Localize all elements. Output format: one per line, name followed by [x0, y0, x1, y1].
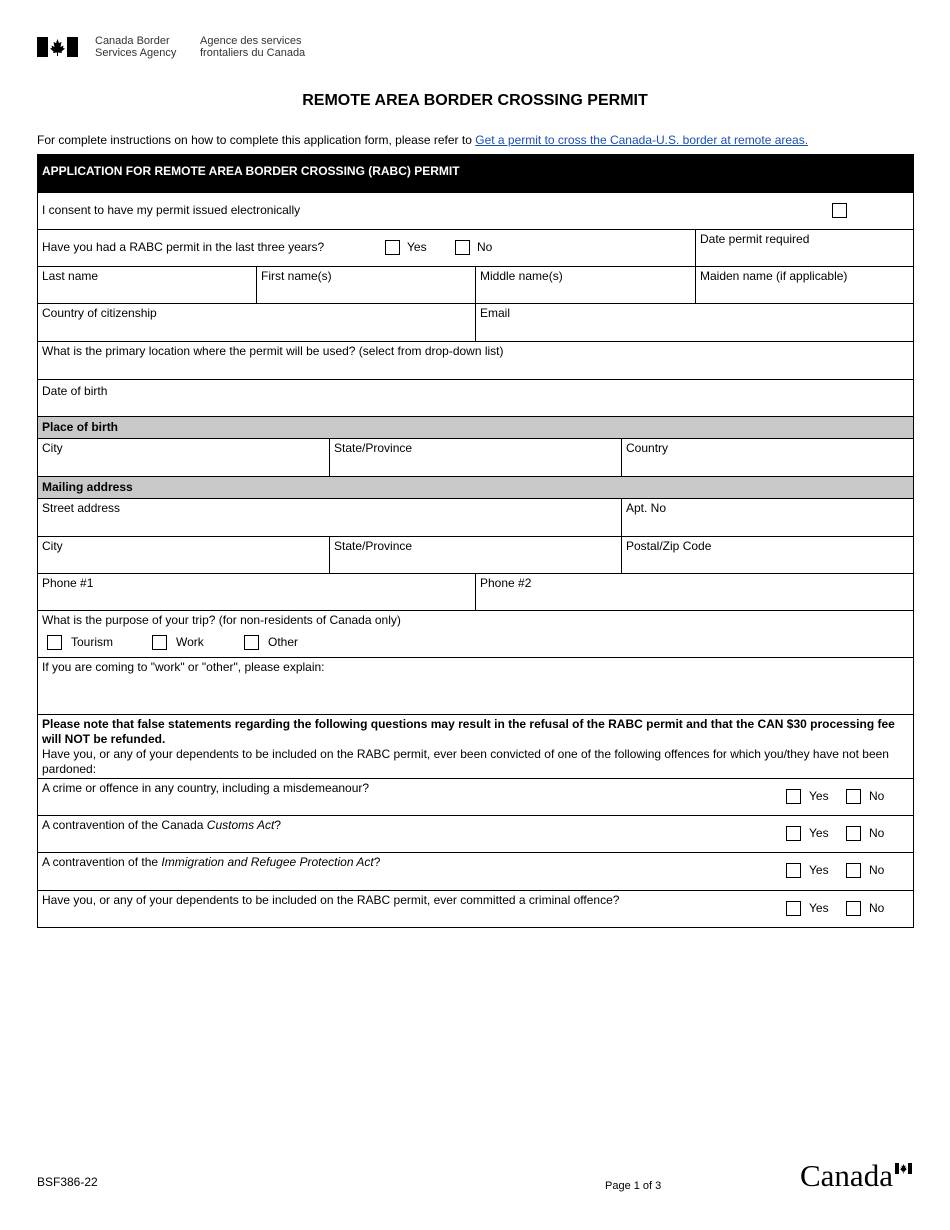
- form-heading: [37, 154, 914, 192]
- maiden-name-label: Maiden name (if applicable): [700, 269, 848, 283]
- phone1-label: Phone #1: [42, 576, 94, 590]
- agency-fr-line2: frontaliers du Canada: [200, 47, 306, 59]
- q3-text-post: ?: [373, 855, 381, 869]
- purpose-row: [37, 610, 914, 657]
- place-of-birth-section: [37, 416, 914, 438]
- wordmark-flag-icon: [895, 1163, 912, 1174]
- middle-names-field[interactable]: [475, 266, 695, 303]
- agency-fr-line1: Agence des services: [200, 35, 302, 47]
- q1-no-label: No: [869, 789, 885, 803]
- refusal-note: [37, 714, 914, 778]
- offence-q1-row: [37, 778, 914, 815]
- mailing-state-label: State/Province: [334, 539, 413, 553]
- flag-symbol: [37, 37, 78, 57]
- consent-label: I consent to have my permit issued electronically: [42, 203, 301, 217]
- instructions-text: For complete instructions on how to complete this application form, please refer to: [37, 133, 472, 147]
- date-of-birth-field[interactable]: [37, 379, 914, 416]
- consent-row: [37, 192, 914, 229]
- tourism-label: Tourism: [71, 635, 114, 649]
- offence-q2-label: [42, 818, 281, 832]
- q2-text-pre: A contravention of the Canada: [42, 818, 207, 832]
- middle-names-label: Middle name(s): [480, 269, 563, 283]
- q3-yes-label: Yes: [809, 863, 829, 877]
- q3-yes-checkbox[interactable]: [786, 863, 801, 878]
- q4-no-label: No: [869, 901, 885, 915]
- q1-yes-checkbox[interactable]: [786, 789, 801, 804]
- q2-text-post: ?: [274, 818, 282, 832]
- mailing-address-heading: Mailing address: [42, 480, 133, 494]
- primary-location-select[interactable]: [37, 341, 914, 379]
- explain-label: If you are coming to "work" or "other", please explain:: [42, 660, 325, 674]
- canada-wordmark: Canada: [800, 1158, 893, 1193]
- agency-name-fr: [200, 35, 305, 59]
- work-label: Work: [176, 635, 204, 649]
- other-checkbox[interactable]: [244, 635, 259, 650]
- form-code: BSF386-22: [37, 1175, 98, 1189]
- phone1-field[interactable]: [37, 573, 475, 610]
- date-permit-required-field[interactable]: [695, 229, 914, 266]
- place-of-birth-heading: Place of birth: [42, 420, 119, 434]
- agency-en-line2: Services Agency: [95, 47, 177, 59]
- q2-no-checkbox[interactable]: [846, 826, 861, 841]
- offences-intro: Have you, or any of your dependents to be included on the RABC permit, ever been convicted of one of the following offences for which you/they have not been pardoned:: [42, 747, 889, 776]
- offence-q3-label: [42, 855, 380, 869]
- country-citizenship-label: Country of citizenship: [42, 306, 157, 320]
- rabc-no-label: No: [477, 240, 493, 254]
- q2-no-label: No: [869, 826, 885, 840]
- application-form: [37, 154, 914, 928]
- first-names-label: First name(s): [261, 269, 332, 283]
- purpose-question-label: What is the purpose of your trip? (for non-residents of Canada only): [42, 613, 401, 627]
- q3-no-checkbox[interactable]: [846, 863, 861, 878]
- offence-q2-row: [37, 815, 914, 852]
- maiden-name-field[interactable]: [695, 266, 914, 303]
- rabc-no-checkbox[interactable]: [455, 240, 470, 255]
- agency-name-en: [95, 35, 176, 59]
- mailing-address-section: [37, 476, 914, 498]
- instructions: [37, 133, 808, 147]
- mailing-state-field[interactable]: [329, 536, 621, 573]
- instructions-link[interactable]: Get a permit to cross the Canada-U.S. border at remote areas.: [475, 133, 809, 147]
- rabc-question-label: Have you had a RABC permit in the last three years?: [42, 240, 325, 254]
- other-label: Other: [268, 635, 299, 649]
- email-field[interactable]: [475, 303, 914, 341]
- q3-text-pre: A contravention of the: [42, 855, 162, 869]
- page-title: REMOTE AREA BORDER CROSSING PERMIT: [302, 92, 648, 109]
- rabc-yes-label: Yes: [407, 240, 427, 254]
- q3-no-label: No: [869, 863, 885, 877]
- q3-text-em: Immigration and Refugee Protection Act: [161, 855, 374, 869]
- birth-state-field[interactable]: [329, 438, 621, 476]
- postal-zip-label: Postal/Zip Code: [626, 539, 712, 553]
- first-names-field[interactable]: [256, 266, 475, 303]
- rabc-question-row: [37, 229, 695, 266]
- date-permit-required-label: Date permit required: [700, 232, 810, 246]
- rabc-yes-checkbox[interactable]: [385, 240, 400, 255]
- q2-yes-checkbox[interactable]: [786, 826, 801, 841]
- q1-no-checkbox[interactable]: [846, 789, 861, 804]
- refusal-note-bold: Please note that false statements regarding the following questions may result in the refusal of the RABC permit and that the CAN $30 processing fee will NOT be refunded.: [42, 717, 895, 746]
- offence-q3-row: [37, 852, 914, 890]
- birth-city-field[interactable]: [37, 438, 329, 476]
- page-number: Page 1 of 3: [605, 1180, 662, 1192]
- phone2-label: Phone #2: [480, 576, 532, 590]
- q1-yes-label: Yes: [809, 789, 829, 803]
- offence-q1-label: A crime or offence in any country, including a misdemeanour?: [42, 781, 370, 795]
- offence-q4-row: [37, 890, 914, 928]
- postal-zip-field[interactable]: [621, 536, 914, 573]
- work-checkbox[interactable]: [152, 635, 167, 650]
- explain-field[interactable]: [37, 657, 914, 714]
- tourism-checkbox[interactable]: [47, 635, 62, 650]
- consent-checkbox[interactable]: [832, 203, 847, 218]
- q4-yes-checkbox[interactable]: [786, 901, 801, 916]
- birth-country-field[interactable]: [621, 438, 914, 476]
- refusal-note-text: [42, 717, 910, 777]
- birth-city-label: City: [42, 441, 63, 455]
- offence-q4-label: Have you, or any of your dependents to be included on the RABC permit, ever committed a criminal offence?: [42, 893, 620, 907]
- last-name-label: Last name: [42, 269, 99, 283]
- q4-yes-label: Yes: [809, 901, 829, 915]
- q2-yes-label: Yes: [809, 826, 829, 840]
- q2-text-em: Customs Act: [206, 818, 275, 832]
- primary-location-label: What is the primary location where the permit will be used? (select from drop-down list): [42, 344, 504, 358]
- date-of-birth-label: Date of birth: [42, 384, 108, 398]
- email-label: Email: [480, 306, 511, 320]
- street-address-field[interactable]: [37, 498, 621, 536]
- apt-no-label: Apt. No: [626, 501, 667, 515]
- mailing-city-label: City: [42, 539, 63, 553]
- form-heading-text: APPLICATION FOR REMOTE AREA BORDER CROSSING (RABC) PERMIT: [42, 164, 460, 178]
- phone2-field[interactable]: [475, 573, 914, 610]
- birth-state-label: State/Province: [334, 441, 413, 455]
- street-address-label: Street address: [42, 501, 121, 515]
- agency-en-line1: Canada Border: [95, 35, 170, 47]
- birth-country-label: Country: [626, 441, 669, 455]
- q4-no-checkbox[interactable]: [846, 901, 861, 916]
- mailing-city-field[interactable]: [37, 536, 329, 573]
- last-name-field[interactable]: [37, 266, 256, 303]
- country-citizenship-field[interactable]: [37, 303, 475, 341]
- apt-no-field[interactable]: [621, 498, 914, 536]
